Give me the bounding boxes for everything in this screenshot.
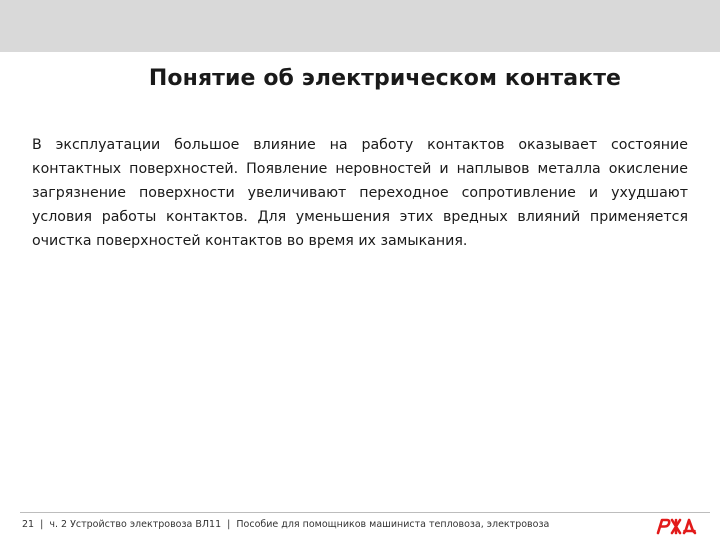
slide-title: Понятие об электрическом контакте <box>148 66 622 91</box>
footer-separator: | <box>40 519 44 530</box>
footer-manual-title: Пособие для помощников машиниста тепловоза, электровоза <box>236 519 550 530</box>
page-number: 21 <box>22 519 35 530</box>
rzd-logo-icon <box>654 516 698 536</box>
footer-separator: | <box>227 519 231 530</box>
footer-divider <box>20 512 710 513</box>
footer-caption <box>22 519 549 530</box>
slide-body-text: В эксплуатации большое влияние на работу контактов оказывает состояние контактных поверхностей. Появление неровностей и наплывов металла окисление загрязнение поверхности увеличивают переходное сопротивление и ухудшают условия работы контактов. Для уменьшения этих вредных влияний применяется очистка поверхностей контактов во время их замыкания. <box>32 137 688 249</box>
footer-section: ч. 2 Устройство электровоза ВЛ11 <box>49 519 222 530</box>
header-band <box>0 0 720 52</box>
slide-footer <box>0 508 720 540</box>
